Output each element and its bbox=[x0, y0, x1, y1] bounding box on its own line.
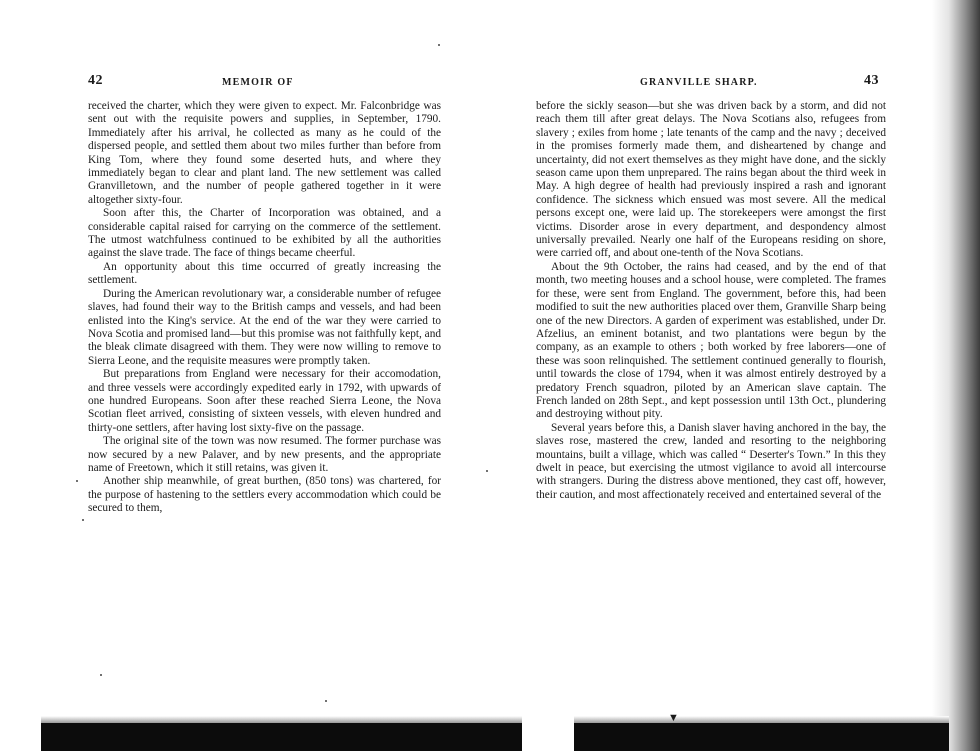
left-paragraph-7: Another ship meanwhile, of great burthen, (850 tons) was chartered, for the purpose of hastening to the settlers every accommodation which could be secured to them, bbox=[88, 475, 441, 515]
page-edge-shadow bbox=[932, 0, 980, 751]
scan-border-right bbox=[574, 723, 949, 751]
left-running-header: MEMOIR OF bbox=[222, 77, 294, 88]
left-page-number: 42 bbox=[88, 73, 103, 88]
right-running-header: GRANVILLE SHARP. bbox=[640, 77, 758, 88]
left-paragraph-4: During the American revolutionary war, a considerable number of refugee slaves, had found their way to the British camps and vessels, and had been enlisted into the King's service. At the end of the war they were carried to Nova Scotia and promised land—but this promise was not faithfully kept, and the bleak climate disagreed with them. They were now willing to remove to Sierra Leone, and the requisite measures were promptly taken. bbox=[88, 287, 441, 367]
right-paragraph-2: About the 9th October, the rains had ceased, and by the end of that month, two meeting houses and a school house, were completed. The frames for these, were sent from England. The government, before this, had been modified to suit the new authorities placed over them, Granville Sharp being one of the new Directors. A garden of experiment was established, under Dr. Afzelius, an eminent botanist, and two plantations were begun by the company, as an example to others ; both worked by free laborers—one of these was soon relinquished. The settlement continued generally to flourish, until towards the close of 1794, when it was almost entirely destroyed by a predatory French squadron, piloted by an American slave captain. The French landed on 28th Sept., and kept possession until 13th Oct., plundering and destroying without pity. bbox=[536, 260, 886, 421]
left-paragraph-1: received the charter, which they were given to expect. Mr. Falconbridge was sent out with the requisite powers and supplies, in September, 1790. Immediately after his arrival, he collected as many as he could of the dispersed people, and settled them about two miles further than before from King Tom, where they found some deserted huts, and where they immediately began to clear and plant land. The new settlement was called Granvilletown, and the number of people gathered together in it were altogether sixty-four. bbox=[88, 100, 441, 206]
left-paragraph-2: Soon after this, the Charter of Incorporation was obtained, and a considerable capital raised for carrying on the commerce of the settlement. The utmost watchfulness continued to be exhibited by all the authorities against the slave trade. The face of things became cheerful. bbox=[88, 207, 441, 260]
scan-border-left bbox=[41, 723, 522, 751]
scan-fringe-left bbox=[41, 716, 522, 723]
scan-speck bbox=[438, 44, 440, 46]
right-page-number: 43 bbox=[864, 73, 879, 88]
right-paragraph-3: Several years before this, a Danish slaver having anchored in the bay, the slaves rose, mastered the crew, landed and resorting to the neighboring mountains, built a village, which was called “ Deserter's Town.” In this they dwelt in peace, but exercising the utmost vigilance to avoid all intercourse with strangers. During the distress above mentioned, they cast off, however, their caution, and most affectionately received and entertained several of the bbox=[536, 421, 886, 501]
left-page-body bbox=[88, 100, 441, 516]
scan-speck bbox=[76, 480, 78, 482]
right-paragraph-1: before the sickly season—but she was driven back by a storm, and did not reach them till after great delays. The Nova Scotians also, refugees from slavery ; exiles from home ; late tenants of the camp and the navy ; deceived in the promises formerly made them, and disheartened by change and uncertainty, did not exert themselves as they might have done, and the sickly season came upon them unprepared. The rains began about the third week in May. A high degree of health had previously inspired a rash and ignorant confidence. The sickness which ensued was most severe. All the medical persons except one, were laid up. The storekeepers were amongst the first victims. Disorder arose in every department, and despondency almost universally prevailed. Nearly one half of the Europeans residing on shore, were carried off, and about one-tenth of the Nova Scotians. bbox=[536, 100, 886, 260]
scan-speck bbox=[325, 700, 327, 702]
scan-speck bbox=[82, 519, 84, 521]
left-paragraph-5: But preparations from England were necessary for their accomodation, and three vessels were accordingly expedited early in 1792, with upwards of one hundred Europeans. Soon after these reached Sierra Leone, the Nova Scotian fleet arrived, consisting of sixteen vessels, with eleven hundred and thirty-one settlers, after having lost sixty-five on the passage. bbox=[88, 368, 441, 434]
scan-fringe-right bbox=[574, 716, 949, 723]
left-paragraph-3: An opportunity about this time occurred of greatly increasing the settlement. bbox=[88, 260, 441, 287]
scan-speck bbox=[100, 674, 102, 676]
left-paragraph-6: The original site of the town was now resumed. The former purchase was now secured by a new Palaver, and by new presents, and the appropriate name of Freetown, which it still retains, was given it. bbox=[88, 435, 441, 474]
scan-speck bbox=[486, 470, 488, 472]
right-page-body bbox=[536, 100, 886, 502]
scan-mark: ▼ bbox=[668, 712, 679, 724]
